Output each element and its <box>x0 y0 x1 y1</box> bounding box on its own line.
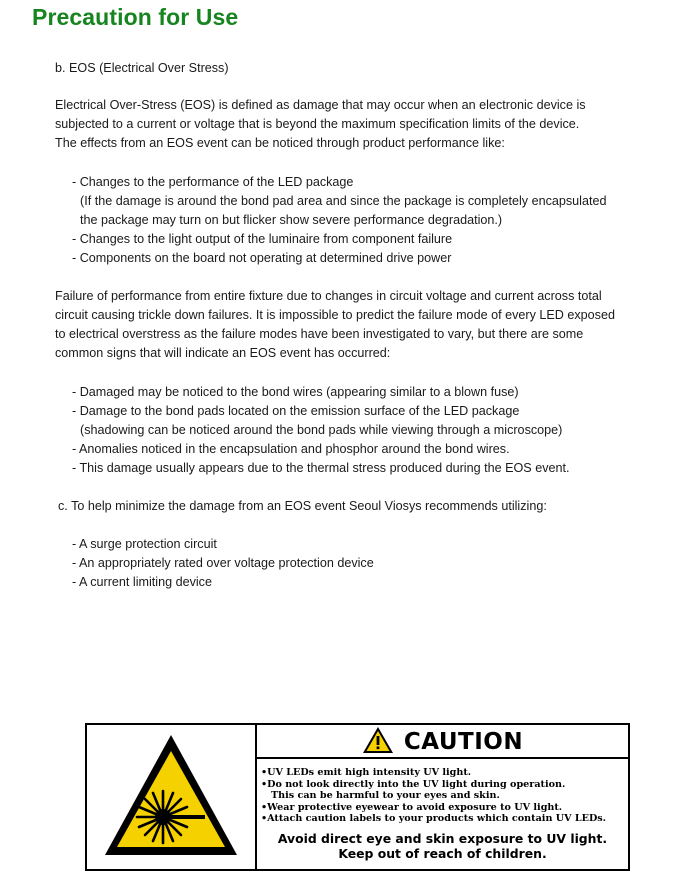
caution-footer-line: Keep out of reach of children. <box>338 845 547 861</box>
list-item: - Components on the board not operating at determined drive power <box>72 251 452 265</box>
page-title: Precaution for Use <box>32 4 239 30</box>
caution-bullet: •Attach caution labels to your products which contain UV LEDs. <box>261 813 607 825</box>
caution-bullet: •UV LEDs emit high intensity UV light. <box>261 767 472 778</box>
list-item-continuation: the package may turn on but flicker show severe performance degradation.) <box>80 213 503 227</box>
section-b-heading: b. EOS (Electrical Over Stress) <box>55 61 229 75</box>
caution-bullet: •Do not look directly into the UV light during operation. <box>261 778 566 790</box>
caution-footer-line: Avoid direct eye and skin exposure to UV light. <box>277 830 608 846</box>
list-item: - A surge protection circuit <box>72 537 217 551</box>
list-item-continuation: (If the damage is around the bond pad area and since the package is completely encapsulated <box>80 194 607 208</box>
warning-triangle-icon <box>362 726 394 759</box>
list-item: - Damage to the bond pads located on the emission surface of the LED package <box>72 404 520 418</box>
list-item: - Changes to the performance of the LED package <box>72 175 354 189</box>
list-item: - Damaged may be noticed to the bond wires (appearing similar to a blown fuse) <box>72 385 519 399</box>
caution-bullet: •Wear protective eyewear to avoid exposure to UV light. <box>261 801 563 813</box>
paragraph-line: Failure of performance from entire fixture due to changes in circuit voltage and current across total <box>55 289 602 303</box>
section-c-heading: c. To help minimize the damage from an EOS event Seoul Viosys recommends utilizing: <box>58 499 547 513</box>
list-item: - Changes to the light output of the luminaire from component failure <box>72 232 453 246</box>
caution-bullet-continuation: This can be harmful to your eyes and skin. <box>271 790 500 802</box>
paragraph-line: common signs that will indicate an EOS event has occurred: <box>55 346 391 360</box>
paragraph-line: subjected to a current or voltage that is beyond the maximum specification limits of the device. <box>55 117 580 131</box>
caution-label <box>85 723 630 871</box>
list-item: - A current limiting device <box>72 575 212 589</box>
paragraph-line: circuit causing trickle down failures. It is impossible to predict the failure mode of every LED exposed <box>55 308 615 322</box>
list-item: - An appropriately rated over voltage protection device <box>72 556 374 570</box>
list-item: - Anomalies noticed in the encapsulation and phosphor around the bond wires. <box>72 442 510 456</box>
list-item: - This damage usually appears due to the thermal stress produced during the EOS event. <box>72 461 570 475</box>
paragraph-line: to electrical overstress as the failure modes have been investigated to vary, but there are some <box>55 327 584 341</box>
caution-heading: CAUTION <box>403 729 524 755</box>
paragraph-line: Electrical Over-Stress (EOS) is defined as damage that may occur when an electronic device is <box>55 98 586 112</box>
caution-header <box>257 725 628 759</box>
caution-symbol-panel <box>87 725 257 869</box>
paragraph-line: The effects from an EOS event can be noticed through product performance like: <box>55 136 505 150</box>
caution-body <box>261 767 624 867</box>
list-item-continuation: (shadowing can be noticed around the bond pads while viewing through a microscope) <box>80 423 563 437</box>
